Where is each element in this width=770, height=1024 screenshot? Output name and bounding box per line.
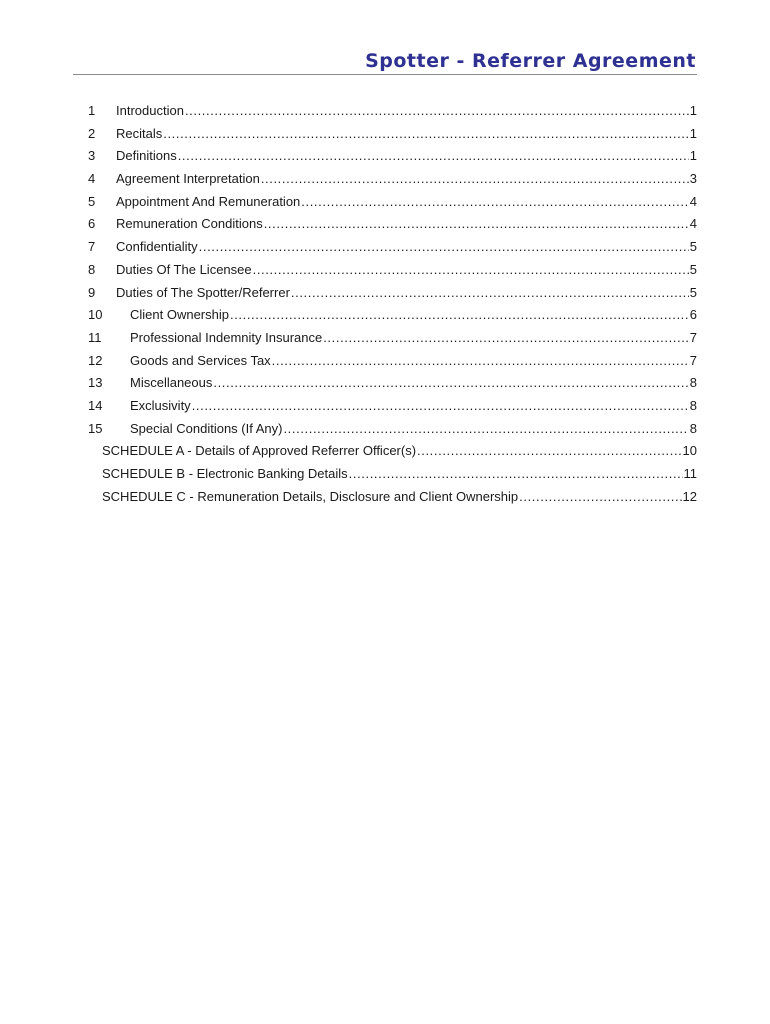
- toc-entry-label: Confidentiality: [116, 239, 198, 255]
- toc-entry-label: Agreement Interpretation: [116, 171, 260, 187]
- toc-entry[interactable]: [88, 351, 697, 374]
- toc-entry-number: 15: [88, 420, 103, 436]
- title-divider: [73, 74, 697, 75]
- toc-entry-page: 5: [689, 239, 697, 255]
- toc-entry-label: Miscellaneous: [130, 375, 213, 391]
- toc-dot-leader: [283, 419, 688, 439]
- toc-entry-label: Duties Of The Licensee: [116, 261, 252, 277]
- toc-entry-page: 4: [689, 193, 697, 209]
- toc-entry-number: 5: [88, 193, 96, 209]
- toc-dot-leader: [301, 192, 688, 212]
- toc-dot-leader: [213, 373, 688, 393]
- toc-entry[interactable]: [88, 373, 697, 396]
- toc-entry-page: 1: [689, 125, 697, 141]
- toc-entry[interactable]: [88, 419, 697, 442]
- toc-entry-number: 14: [88, 397, 103, 413]
- toc-entry[interactable]: [88, 101, 697, 124]
- toc-entry-label: Recitals: [116, 125, 163, 141]
- toc-dot-leader: [253, 260, 689, 280]
- toc-entry-number: 3: [88, 148, 96, 164]
- toc-entry-label: Introduction: [116, 103, 184, 118]
- toc-entry-number: 7: [88, 239, 96, 255]
- toc-entry-label: Professional Indemnity Insurance: [130, 329, 323, 345]
- toc-entry[interactable]: [88, 283, 697, 306]
- toc-dot-leader: [178, 146, 689, 166]
- toc-dot-leader: [272, 351, 689, 371]
- toc-entry[interactable]: [88, 305, 697, 328]
- toc-entry-page: 8: [689, 375, 697, 391]
- toc-dot-leader: [323, 328, 689, 348]
- toc-entry-number: 6: [88, 216, 96, 232]
- toc-schedule-label: SCHEDULE C - Remuneration Details, Disclosure and Client Ownership: [102, 488, 519, 504]
- toc-dot-leader: [349, 464, 683, 484]
- toc-entry-label: Remuneration Conditions: [116, 216, 263, 232]
- toc-entry-label: Client Ownership: [130, 307, 229, 323]
- toc-schedule-label: SCHEDULE A - Details of Approved Referrer Officer(s): [102, 443, 417, 459]
- toc-entry[interactable]: [88, 146, 697, 169]
- document-title: Spotter - Referrer Agreement: [365, 50, 696, 72]
- toc-entry-page: 6: [689, 307, 697, 323]
- toc-entry-number: 9: [88, 284, 96, 300]
- toc-schedule-label: SCHEDULE B - Electronic Banking Details: [102, 466, 348, 481]
- toc-entry-page: 8: [689, 397, 697, 413]
- toc-entry-page: 5: [689, 261, 697, 277]
- toc-schedule-page: 11: [683, 466, 697, 481]
- toc-entry-page: 5: [689, 284, 697, 300]
- toc-schedule-page: 12: [682, 488, 697, 504]
- toc-entry[interactable]: [88, 237, 697, 260]
- toc-entry[interactable]: [88, 328, 697, 351]
- toc-entry-label: Special Conditions (If Any): [130, 420, 283, 436]
- toc-entry-number: 10: [88, 307, 103, 323]
- toc-entry-number: 8: [88, 261, 96, 277]
- toc-entry-page: 1: [689, 103, 697, 118]
- toc-dot-leader: [192, 396, 689, 416]
- toc-entry-page: 4: [689, 216, 697, 232]
- toc-entry[interactable]: [88, 169, 697, 192]
- toc-entry[interactable]: [88, 396, 697, 419]
- toc-dot-leader: [163, 124, 689, 144]
- toc-entry[interactable]: [88, 214, 697, 237]
- toc-entry-label: Definitions: [116, 148, 177, 164]
- table-of-contents: [88, 101, 697, 509]
- toc-entry-page: 3: [689, 171, 697, 187]
- toc-entry[interactable]: [88, 192, 697, 215]
- toc-entry-number: 2: [88, 125, 96, 141]
- toc-entry-page: 1: [689, 148, 697, 164]
- toc-entry-page: 8: [689, 420, 697, 436]
- toc-dot-leader: [230, 305, 689, 325]
- toc-entry-label: Goods and Services Tax: [130, 352, 271, 368]
- toc-schedule-page: 10: [682, 443, 697, 459]
- toc-entry-label: Appointment And Remuneration: [116, 193, 301, 209]
- toc-schedule-entry[interactable]: [88, 441, 697, 464]
- toc-entry-page: 7: [689, 329, 697, 345]
- toc-entry[interactable]: [88, 260, 697, 283]
- toc-dot-leader: [185, 101, 689, 121]
- toc-dot-leader: [199, 237, 689, 257]
- toc-entry-label: Exclusivity: [130, 397, 191, 413]
- toc-entry-label: Duties of The Spotter/Referrer: [116, 284, 290, 300]
- toc-dot-leader: [261, 169, 689, 189]
- toc-entry-page: 7: [689, 352, 697, 368]
- toc-dot-leader: [291, 283, 689, 303]
- toc-entry-number: 1: [88, 103, 96, 118]
- toc-dot-leader: [264, 214, 689, 234]
- toc-dot-leader: [417, 441, 681, 461]
- toc-entry-number: 12: [88, 352, 103, 368]
- toc-entry[interactable]: [88, 124, 697, 147]
- toc-entry-number: 4: [88, 171, 96, 187]
- toc-dot-leader: [519, 487, 681, 507]
- toc-schedule-entry[interactable]: [88, 487, 697, 510]
- toc-entry-number: 11: [88, 329, 102, 345]
- toc-entry-number: 13: [88, 375, 103, 391]
- toc-schedule-entry[interactable]: [88, 464, 697, 487]
